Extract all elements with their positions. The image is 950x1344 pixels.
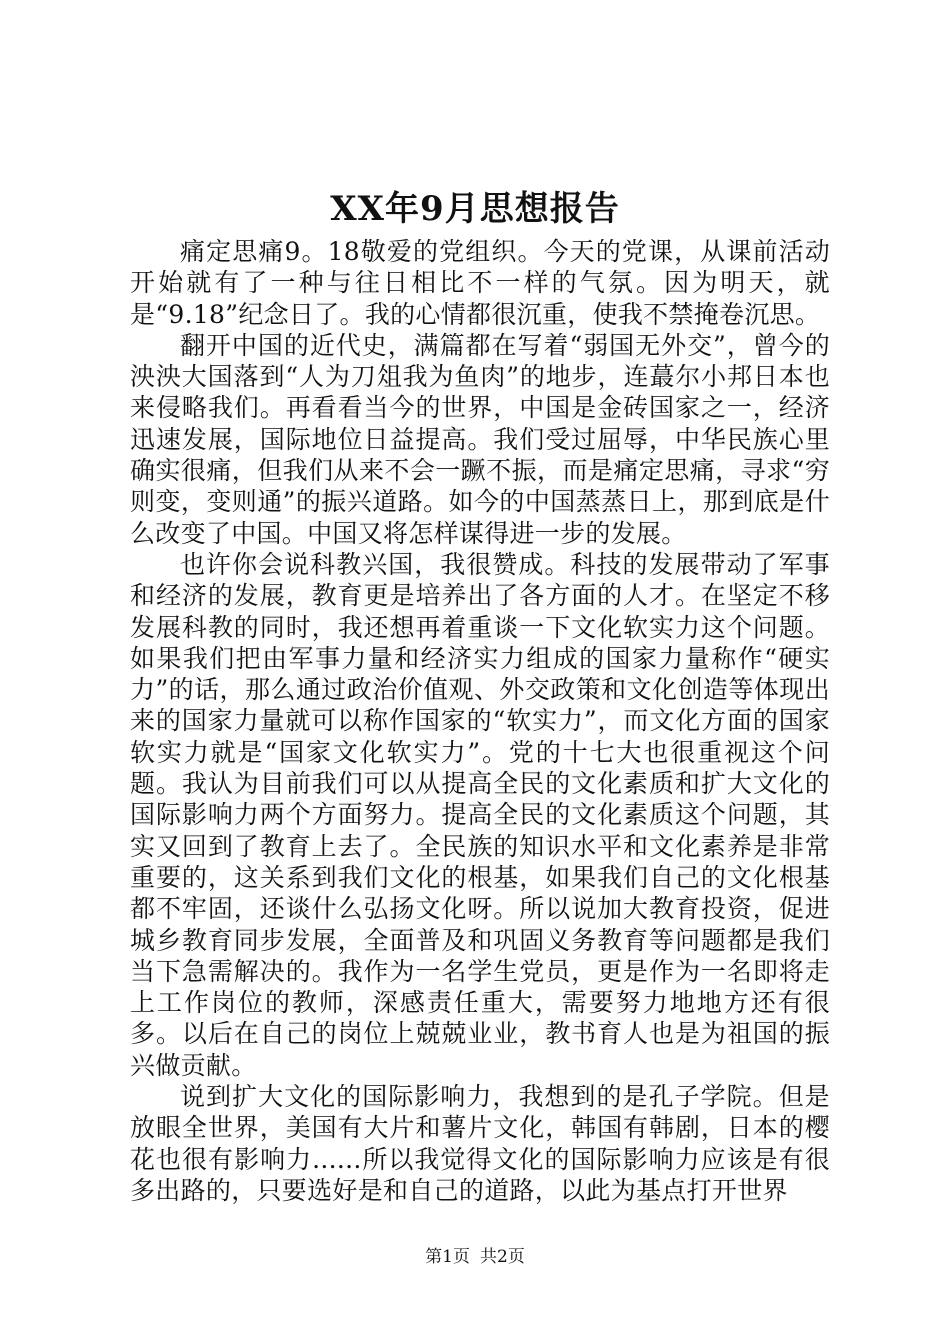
paragraph: 翻开中国的近代史，满篇都在写着“弱国无外交”，曾今的泱泱大国落到“人为刀俎我为鱼肉”的地步，连蕞尔小邦日本也来侵略我们。再看看当今的世界，中国是金砖国家之一，经济迅速发展，国际地位日益提高。我们受过屈辱，中华民族心里确实很痛，但我们从来不会一蹶不振，而是痛定思痛，寻求“穷则变，变则通”的振兴道路。如今的中国蒸蒸日上，那到底是什么改变了中国。中国又将怎样谋得进一步的发展。 [130, 330, 830, 548]
document-body [130, 236, 830, 1205]
paragraph: 说到扩大文化的国际影响力，我想到的是孔子学院。但是放眼全世界，美国有大片和薯片文化，韩国有韩剧，日本的樱花也很有影响力......所以我觉得文化的国际影响力应该是有很多出路的，只要选好是和自己的道路，以此为基点打开世界 [130, 1082, 830, 1205]
page-number: 第1页 [425, 1247, 470, 1267]
page-footer [0, 1245, 950, 1269]
paragraph: 也许你会说科教兴国，我很赞成。科技的发展带动了军事和经济的发展，教育更是培养出了各方面的人才。在坚定不移发展科教的同时，我还想再着重谈一下文化软实力这个问题。如果我们把由军事力量和经济实力组成的国家力量称作“硬实力”的话，那么通过政治价值观、外交政策和文化创造等体现出来的国家力量就可以称作国家的“软实力”，而文化方面的国家软实力就是“国家文化软实力”。党的十七大也很重视这个问题。我认为目前我们可以从提高全民的文化素质和扩大文化的国际影响力两个方面努力。提高全民的文化素质这个问题，其实又回到了教育上去了。全民族的知识水平和文化素养是非常重要的，这关系到我们文化的根基，如果我们自己的文化根基都不牢固，还谈什么弘扬文化呀。所以说加大教育投资，促进城乡教育同步发展，全面普及和巩固义务教育等问题都是我们当下急需解决的。我作为一名学生党员，更是作为一名即将走上工作岗位的教师，深感责任重大，需要努力地地方还有很多。以后在自己的岗位上兢兢业业，教书育人也是为祖国的振兴做贡献。 [130, 549, 830, 1080]
page-total: 共2页 [480, 1247, 525, 1267]
paragraph: 痛定思痛9。18敬爱的党组织。今天的党课，从课前活动开始就有了一种与往日相比不一样的气氛。因为明天，就是“9.18”纪念日了。我的心情都很沉重，使我不禁掩卷沉思。 [130, 237, 830, 329]
document-title: XX年9月思想报告 [330, 189, 620, 229]
